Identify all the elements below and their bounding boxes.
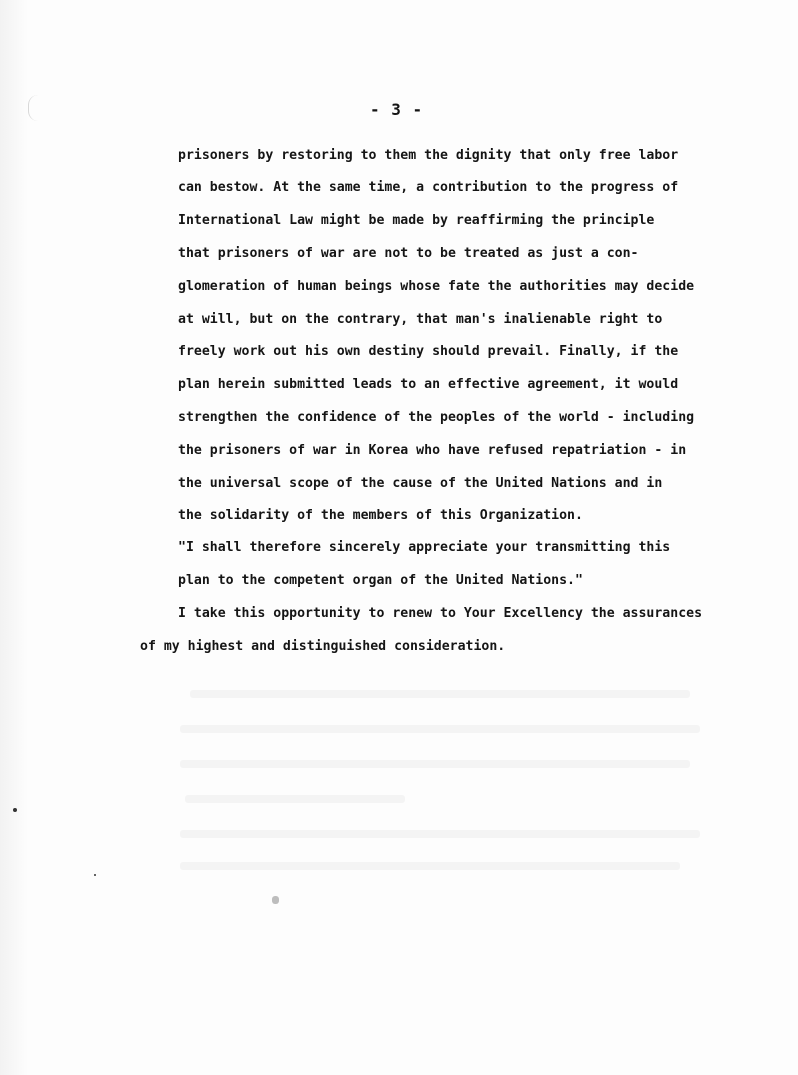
show-through-line [185, 795, 405, 803]
text-line: at will, but on the contrary, that man's inalienable right to [178, 312, 663, 327]
show-through-line [180, 862, 680, 870]
text-line: the solidarity of the members of this Organization. [178, 508, 583, 523]
text-line: prisoners by restoring to them the dignity that only free labor [178, 148, 679, 163]
text-line: that prisoners of war are not to be treated as just a con- [178, 246, 639, 261]
quoted-line: "I shall therefore sincerely appreciate your transmitting this [178, 540, 671, 555]
scan-edge-shadow [0, 0, 28, 1075]
text-line: glomeration of human beings whose fate the authorities may decide [178, 279, 695, 294]
quoted-line: plan to the competent organ of the United Nations." [178, 573, 583, 588]
paper-curl-mark [28, 95, 45, 121]
scan-speck [94, 874, 96, 876]
scan-speck [13, 808, 17, 812]
text-line: plan herein submitted leads to an effective agreement, it would [178, 377, 679, 392]
text-line: International Law might be made by reaffirming the principle [178, 213, 655, 228]
show-through-line [190, 690, 690, 698]
closing-line: of my highest and distinguished consideration. [140, 639, 506, 654]
text-line: can bestow. At the same time, a contribution to the progress of [178, 180, 679, 195]
text-line: strengthen the confidence of the peoples of the world - including [178, 410, 695, 425]
text-line: freely work out his own destiny should prevail. Finally, if the [178, 344, 679, 359]
show-through-line [180, 725, 700, 733]
text-line: the universal scope of the cause of the United Nations and in [178, 476, 663, 491]
show-through-line [180, 760, 690, 768]
show-through-line [180, 830, 700, 838]
text-line: the prisoners of war in Korea who have refused repatriation - in [178, 443, 687, 458]
scan-smudge [272, 896, 279, 904]
closing-line: I take this opportunity to renew to Your Excellency the assurances [178, 606, 703, 621]
page-number: - 3 - [370, 100, 424, 119]
